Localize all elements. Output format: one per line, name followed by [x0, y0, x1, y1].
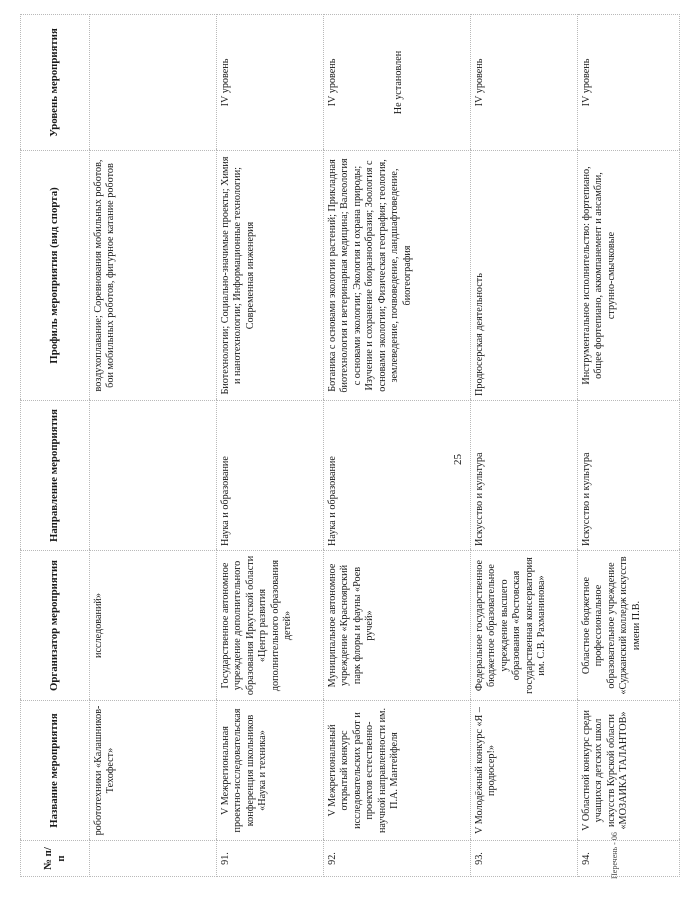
- cell-level: [324, 15, 471, 151]
- table-row: [217, 15, 324, 877]
- cell-organizer: Федеральное государственное бюджетное образовательное учреждение высшего образования «Ростовская государственная консерватория им. С.В. Рахманинова»: [471, 551, 578, 701]
- table-row: [471, 15, 578, 877]
- cell-num: [90, 841, 217, 877]
- cell-name: V Межрегиональная проектно-исследовательская конференция школьников «Наука и техника»: [217, 701, 324, 841]
- header-num: № п/п: [21, 841, 90, 877]
- cell-direction: Наука и образование: [217, 401, 324, 551]
- cell-level: IV уровень: [578, 15, 680, 151]
- cell-name: V Молодёжный конкурс «Я – продюсер!»: [471, 701, 578, 841]
- table-row: [324, 15, 471, 877]
- cell-organizer: Государственное автономное учреждение дополнительного образования Иркутской области «Центр развития дополнительного образования детей»: [217, 551, 324, 701]
- level-text: IV уровень: [327, 58, 338, 107]
- cell-profile: Продюсерская деятельность: [471, 151, 578, 401]
- header-name: Название мероприятия: [21, 701, 90, 841]
- page-number: 25: [452, 454, 464, 465]
- cell-organizer: исследований»: [90, 551, 217, 701]
- cell-name: V Областной конкурс среди учащихся детских школ искусств Курской области «МОЗАИКА ТАЛАНТОВ»: [578, 701, 680, 841]
- cell-profile: Инструментальное исполнительство: фортепиано, общее фортепиано, аккомпанемент и ансамбли, струнно-смычковые: [578, 151, 680, 401]
- cell-profile: воздухоплавание; Соревнования мобильных роботов, бои мобильных роботов, фигурное катание роботов: [90, 151, 217, 401]
- table-row: [578, 15, 680, 877]
- header-profile: Профиль мероприятия (вид спорта): [21, 151, 90, 401]
- cell-level: [90, 15, 217, 151]
- header-level: Уровень мероприятия: [21, 15, 90, 151]
- cell-num: 92.: [324, 841, 471, 877]
- cell-direction: Наука и образование: [324, 401, 471, 551]
- cell-direction: [90, 401, 217, 551]
- cell-name: робототехники «Калашников-Техофест»: [90, 701, 217, 841]
- cell-organizer: Муниципальное автономное учреждение «Красноярский парк флоры и фауны «Роев ручей»: [324, 551, 471, 701]
- cell-num: 93.: [471, 841, 578, 877]
- header-direction: Направление мероприятия: [21, 401, 90, 551]
- cell-num: 91.: [217, 841, 324, 877]
- cell-profile: Биотехнологии; Социально-значимые проекты; Химия и нанотехнологии; Информационные технологии; Современная инженерия: [217, 151, 324, 401]
- cell-level: IV уровень: [471, 15, 578, 151]
- events-table: [20, 14, 680, 877]
- cell-direction: Искусство и культура: [471, 401, 578, 551]
- table-row: [90, 15, 217, 877]
- cell-name: V Межрегиональный открытый конкурс исследовательских работ и проектов естественно-научной направленности им. П.А. Мантейфеля: [324, 701, 471, 841]
- page-footer: Перечень - 06: [610, 832, 619, 879]
- cell-level: IV уровень: [217, 15, 324, 151]
- cell-organizer: Областное бюджетное профессиональное образовательное учреждение «Суджанский колледж искусств имени П.В.: [578, 551, 680, 701]
- level-not-set-text: Не установлен: [393, 50, 405, 115]
- cell-profile: Ботаника с основами экологии растений; Прикладная биотехнология и ветеринарная медицина; Валеология с основами экологии; Экология и охрана природы; Изучение и сохранение биоразнообразия; Зоология с основами экологии; Физическая география; геология, землеведение, почвоведение, ландшафтоведение, биогеография: [324, 151, 471, 401]
- cell-direction: Искусство и культура: [578, 401, 680, 551]
- header-organizer: Организатор мероприятия: [21, 551, 90, 701]
- table-header-row: [21, 15, 90, 877]
- cell-num: 94.: [578, 841, 680, 877]
